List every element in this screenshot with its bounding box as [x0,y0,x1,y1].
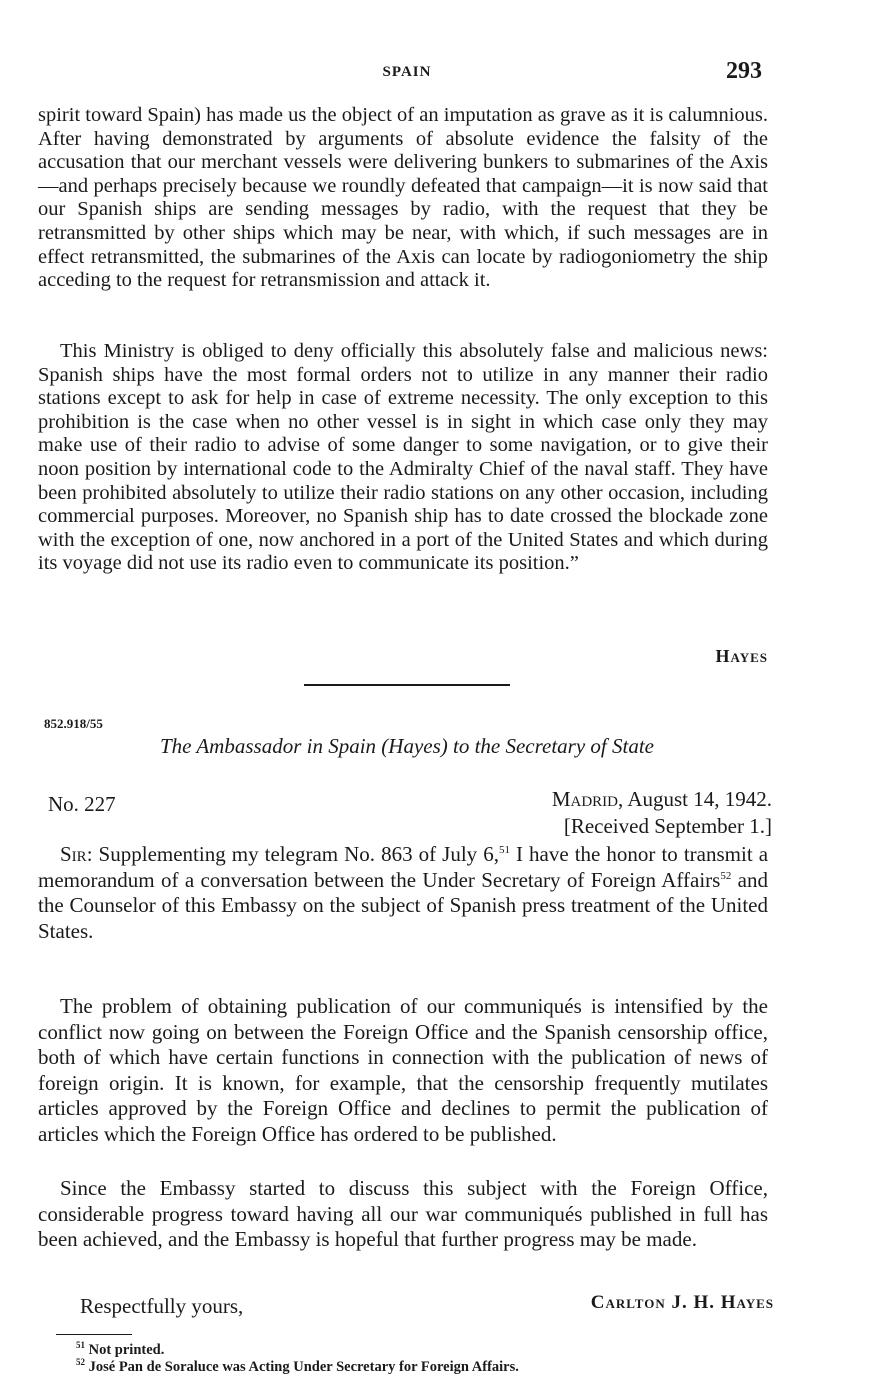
letter-paragraph-1 [38,842,768,944]
letter-paragraph-1-text-c: and the Counselor of this Embassy on the subject of Spanish press treatment of the United States. [38,867,768,943]
received-note: [Received September 1.] [563,814,772,838]
footnote-51 [76,1342,519,1359]
footnote-rule [56,1334,132,1335]
quote-signoff: Hayes [715,646,768,666]
letter-closing: Respectfully yours, [80,1294,244,1318]
footnote-text: José Pan de Soraluce was Acting Under Secretary for Foreign Affairs. [88,1359,519,1375]
quote-paragraph-2: This Ministry is obliged to deny officially this absolutely false and malicious news: Spanish ships have the most formal orders not to utilize in any manner their radio stations except to ask for help in case of extreme necessity. The only exception to this prohibition is the case when no other vessel is in sight in which case only they may make use of their radio to advise of some danger to some navigation, or to give their noon position by international code to the Admiralty Chief of the naval staff. They have been prohibited absolutely to utilize their radio stations on any other occasion, including commercial purposes. Moreover, no Spanish ship has to date crossed the blockade zone with the exception of one, now anchored in a port of the United States and which during its voyage did not use its radio even to communicate its position.” [38,340,768,575]
quote-paragraph-1: spirit toward Spain) has made us the object of an imputation as grave as it is calumnious. After having demonstrated by arguments of absolute evidence the falsity of the accusation that our merchant vessels were delivering bunkers to submarines of the Axis—and perhaps precisely because we roundly defeated that campaign—it is now said that our Spanish ships are sending messages by radio, with the request that they be retransmitted by other ships which may be near, with which, if such messages are in effect retransmitted, the submarines of the Axis can locate by radiogoniometry the ship acceding to the request for retransmission and attack it. [38,104,768,292]
footnote-ref-51: 51 [498,844,510,856]
letter-paragraph-1-text-b: I have the honor to transmit a memorandum of a conversation between the Under Secretary of Foreign Affairs [38,842,769,892]
letter-paragraph-3: Since the Embassy started to discuss this subject with the Foreign Office, considerable progress toward having all our war communiqués published in full has been achieved, and the Embassy is hopeful that further progress may be made. [38,1176,768,1251]
dateline-place: Madrid [551,787,618,811]
page-number: 293 [726,58,762,84]
document-number: No. 227 [48,792,116,816]
letter-paragraph-2: The problem of obtaining publication of our communiqués is intensified by the conflict now going on between the Foreign Office and the Spanish censorship office, both of which have certain functions in connection with the publication of news of foreign origin. It is known, for example, that the censorship frequently mutilates articles approved by the Foreign Office and declines to permit the publication of articles which the Foreign Office has ordered to be published. [38,994,768,1146]
salutation: Sir [60,842,87,866]
document-page [38,0,776,1380]
letter-signature: Carlton J. H. Hayes [590,1292,774,1313]
dateline [552,786,772,840]
footnote-mark: 52 [76,1357,85,1368]
footnote-mark: 51 [76,1340,85,1351]
file-number: 852.918/55 [44,716,103,731]
running-head [38,58,776,88]
footnote-52 [76,1359,519,1376]
letter-paragraph-1-text-a: : Supplementing my telegram No. 863 of July 6, [86,842,499,866]
footnote-ref-52: 52 [720,869,732,882]
running-title: SPAIN [382,64,432,80]
footnotes [76,1342,519,1376]
dateline-date: , August 14, 1942. [617,787,772,811]
document-heading: The Ambassador in Spain (Hayes) to the Secretary of State [159,734,654,758]
section-divider [304,684,510,686]
footnote-text: Not printed. [88,1342,165,1358]
